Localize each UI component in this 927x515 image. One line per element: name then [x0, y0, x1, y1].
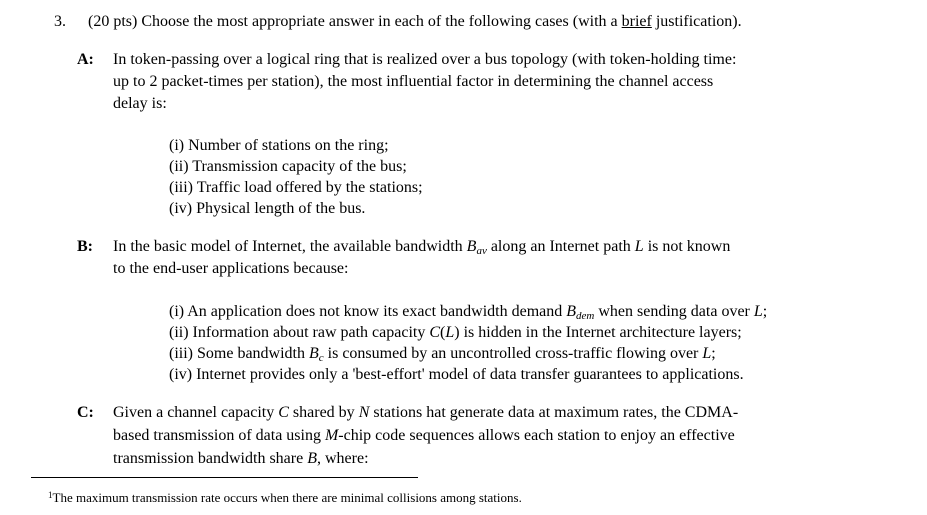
question-number: 3. [54, 13, 66, 30]
footnote-text: The maximum transmission rate occurs when there are minimal collisions among stations. [52, 490, 522, 505]
part-b-line-1-mid: along an Internet path [486, 238, 635, 255]
part-c-line-1 [113, 403, 738, 423]
var-l: L [445, 324, 455, 341]
footnote-mark: 1 [48, 490, 53, 500]
part-b-line-2: to the end-user applications because: [113, 260, 349, 277]
part-c-line-1-mid: shared by [288, 404, 359, 421]
part-a-option-3: (iii) Traffic load offered by the stations; [169, 179, 423, 196]
var-l: L [702, 345, 712, 362]
part-c-line-3-pre: transmission bandwidth share [113, 450, 308, 467]
var-l: L [753, 303, 763, 320]
part-b-line-1-pre: In the basic model of Internet, the available bandwidth [113, 238, 467, 255]
var-b-av [467, 238, 487, 255]
part-c-line-2-pre: based transmission of data using [113, 427, 325, 444]
part-b-option-2-post: is hidden in the Internet architecture layers; [459, 324, 742, 341]
part-c-line-3-post: , where: [316, 450, 369, 467]
var-n: N [358, 404, 370, 421]
var-c: C [278, 404, 289, 421]
var-b: B [307, 450, 317, 467]
paren-open: ( [440, 324, 446, 341]
part-b-option-1-post: ; [762, 303, 768, 320]
part-a-line-2: up to 2 packet-times per station), the most influential factor in determining the channel access [113, 73, 714, 90]
part-b-option-2 [169, 323, 742, 343]
part-b-line-1 [113, 237, 730, 261]
part-a-option-2: (ii) Transmission capacity of the bus; [169, 158, 407, 175]
part-b-option-3-post: ; [711, 345, 716, 362]
sub-c: c [318, 352, 324, 364]
part-b-option-1-pre: (i) An application does not know its exact bandwidth demand [169, 303, 567, 320]
part-b-label: B: [77, 238, 93, 255]
sub-av: av [476, 245, 487, 257]
footnote-rule [31, 477, 418, 478]
sub-dem: dem [576, 310, 595, 322]
var-m: M [324, 427, 339, 444]
question-heading-pre: (20 pts) Choose the most appropriate answer in each of the following cases (with a [88, 13, 622, 30]
part-c-line-3 [113, 449, 369, 469]
var-b: B [466, 238, 477, 255]
part-c-line-2 [113, 426, 735, 446]
part-a-option-1: (i) Number of stations on the ring; [169, 137, 389, 154]
part-b-option-3-mid: is consumed by an uncontrolled cross-traffic flowing over [323, 345, 703, 362]
part-b-option-1-mid: when sending data over [594, 303, 754, 320]
part-a-option-4: (iv) Physical length of the bus. [169, 200, 366, 217]
part-b-option-3-pre: (iii) Some bandwidth [169, 345, 309, 362]
part-c-line-2-post: -chip code sequences allows each station to enjoy an effective [338, 427, 735, 444]
var-b-dem [566, 303, 594, 320]
part-c-line-1-pre: Given a channel capacity [113, 404, 279, 421]
question-heading [88, 12, 742, 32]
part-b-line-1-post: is not known [643, 238, 731, 255]
var-b-c [309, 345, 324, 362]
var-c: C [429, 324, 441, 341]
part-a-line-1: In token-passing over a logical ring that is realized over a bus topology (with token-holding time: [113, 51, 737, 68]
part-a-line-3: delay is: [113, 95, 167, 112]
part-c-label: C: [77, 404, 94, 421]
part-b-option-2-pre: (ii) Information about raw path capacity [169, 324, 430, 341]
question-heading-post: justification). [651, 13, 742, 30]
var-b: B [566, 303, 577, 320]
part-c-line-1-post: stations hat generate data at maximum rates, the CDMA- [369, 404, 739, 421]
footnote [48, 490, 522, 506]
var-l: L [634, 238, 644, 255]
paren-close: ) [454, 324, 460, 341]
part-a-label: A: [77, 51, 94, 68]
var-b: B [308, 345, 319, 362]
question-heading-underlined: brief [621, 13, 652, 30]
part-b-option-4: (iv) Internet provides only a 'best-effort' model of data transfer guarantees to applications. [169, 366, 744, 383]
